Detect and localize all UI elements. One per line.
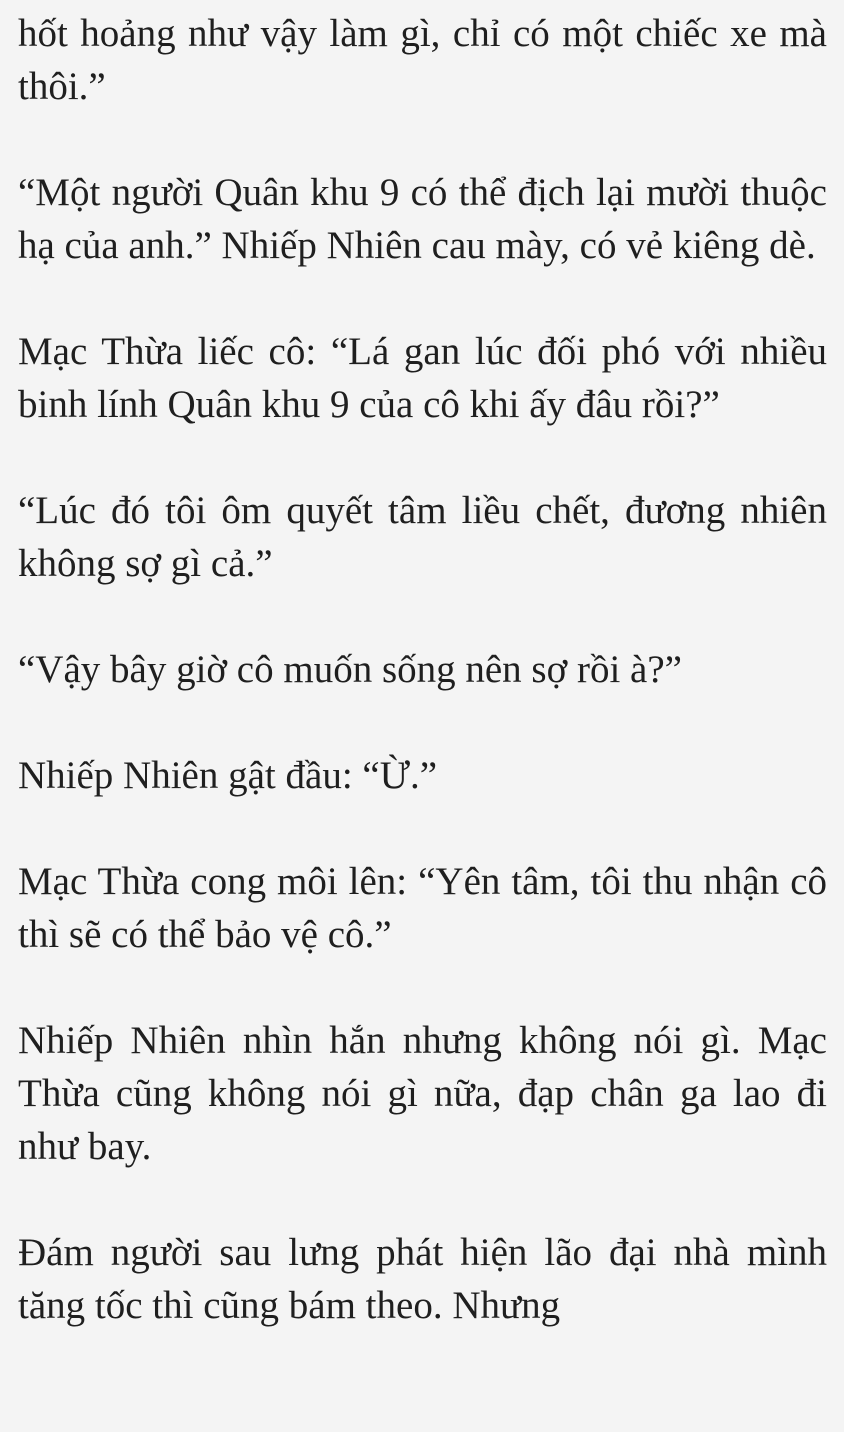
novel-paragraph: “Vậy bây giờ cô muốn sống nên sợ rồi à?”: [18, 648, 682, 691]
novel-paragraph: hốt hoảng như vậy làm gì, chỉ có một chiếc xe mà thôi.”: [18, 12, 827, 108]
novel-paragraph: “Lúc đó tôi ôm quyết tâm liều chết, đương nhiên không sợ gì cả.”: [18, 489, 827, 585]
novel-paragraph: Mạc Thừa liếc cô: “Lá gan lúc đối phó với nhiều binh lính Quân khu 9 của cô khi ấy đâu rồi?”: [18, 330, 827, 426]
novel-paragraph: “Một người Quân khu 9 có thể địch lại mười thuộc hạ của anh.” Nhiếp Nhiên cau mày, có vẻ kiêng dè.: [18, 171, 827, 267]
novel-paragraph: Đám người sau lưng phát hiện lão đại nhà mình tăng tốc thì cũng bám theo. Nhưng: [18, 1231, 827, 1327]
novel-paragraph: Nhiếp Nhiên gật đầu: “Ừ.”: [18, 754, 438, 797]
novel-paragraph: Mạc Thừa cong môi lên: “Yên tâm, tôi thu nhận cô thì sẽ có thể bảo vệ cô.”: [18, 860, 827, 956]
novel-paragraph: Nhiếp Nhiên nhìn hắn nhưng không nói gì. Mạc Thừa cũng không nói gì nữa, đạp chân ga lao đi như bay.: [18, 1019, 827, 1168]
